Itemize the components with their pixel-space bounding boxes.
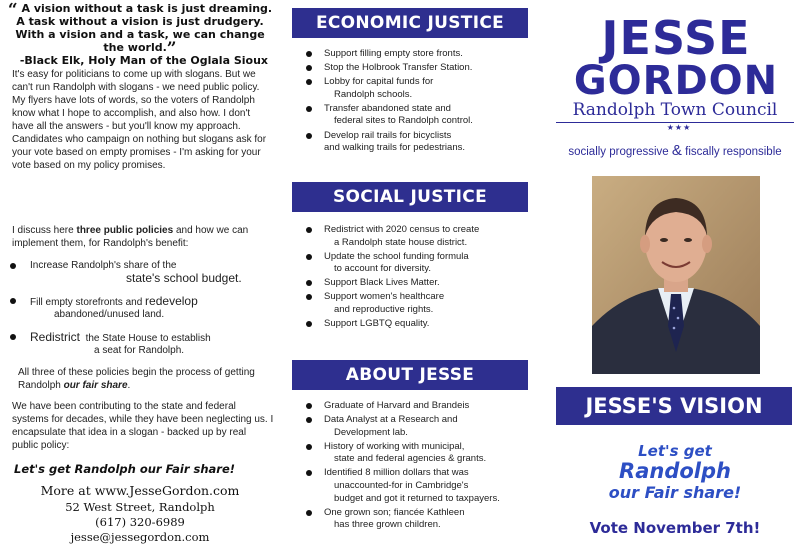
list-item: Identified 8 million dollars that was unaccounted-for in Cambridge's budget and got it returned to taxpayers.	[304, 467, 532, 505]
list-item: Support LGBTQ equality.	[304, 318, 532, 331]
address-text: 52 West Street, Randolph	[65, 500, 215, 514]
list-item: Update the school funding formula to account for diversity.	[304, 251, 532, 276]
bullet-icon	[306, 133, 312, 139]
bullet-icon	[10, 298, 16, 304]
economic-justice-list	[304, 48, 532, 156]
bullet-icon	[306, 106, 312, 112]
bullet-icon	[306, 254, 312, 260]
email-link[interactable]: jesse@jessegordon.com	[70, 530, 210, 544]
contributing-paragraph: We have been contributing to the state and federal systems for decades, while they have been neglecting us. I encapsulate that idea in a slogan - backed up by real public policy:	[12, 401, 274, 451]
three-policies-emphasis: three public policies	[76, 225, 174, 236]
intro-paragraph: It's easy for politicians to come up with slogans. But we can't run Randolph with slogans - we need public policy. My flyers have lots of words, so the voters of Randolph know what I hope to accomplish, and also how. I don't have all the answers - but you'll know my approach. Candidates who campaign on nothing but slogans ask for your vote based on empty promises - I'm asking for your vote based on my policy promises.	[12, 69, 267, 171]
policy-list	[8, 260, 274, 363]
list-item: One grown son; fiancée Kathleen has three grown children.	[304, 507, 532, 532]
candidate-last-name: GORDON	[573, 58, 779, 104]
bullet-icon	[306, 403, 312, 409]
stars-icon: ★★★	[666, 123, 692, 132]
quote-attribution: -Black Elk, Holy Man of the Oglala Sioux	[19, 54, 268, 67]
quote-line-2: A task without a vision is just drudgery.	[16, 15, 264, 28]
left-panel	[0, 0, 276, 560]
close-quote-mark: ”	[166, 39, 177, 59]
bullet-icon	[306, 294, 312, 300]
bullet-icon	[306, 321, 312, 327]
candidate-photo	[592, 176, 760, 374]
candidate-first-name: JESSE	[601, 11, 751, 65]
open-quote-mark: “	[7, 0, 18, 20]
tagline: socially progressive & fiscally responsible	[568, 142, 782, 159]
bullet-icon	[306, 280, 312, 286]
economic-justice-header: ECONOMIC JUSTICE	[292, 8, 528, 38]
black-elk-quote	[4, 2, 276, 67]
bullet-icon	[306, 51, 312, 57]
list-item: Stop the Holbrook Transfer Station.	[304, 62, 532, 75]
policy-item: Redistrict the State House to establish a seat for Randolph.	[8, 331, 274, 357]
bullet-icon	[10, 334, 16, 340]
quote-line-1: A vision without a task is just dreaming.	[21, 2, 273, 15]
middle-panel	[276, 0, 534, 560]
list-item: Transfer abandoned state and federal sites to Randolph control.	[304, 103, 532, 128]
bullet-icon	[306, 227, 312, 233]
list-item: History of working with municipal, state and federal agencies & grants.	[304, 441, 532, 466]
bullet-icon	[306, 65, 312, 71]
list-item: Redistrict with 2020 census to create a Randolph state house district.	[304, 224, 532, 249]
about-jesse-header: ABOUT JESSE	[292, 360, 528, 390]
list-item: Graduate of Harvard and Brandeis	[304, 400, 532, 413]
list-item: Data Analyst at a Research and Development lab.	[304, 414, 532, 439]
right-panel	[534, 0, 808, 560]
vision-slogan-line-3: our Fair share!	[608, 483, 742, 502]
vision-slogan-line-1: Let's get	[638, 442, 712, 460]
policy-item: Increase Randolph's share of the state's school budget.	[8, 260, 274, 286]
website-link[interactable]: More at www.JesseGordon.com	[40, 483, 240, 498]
policy-item: Fill empty storefronts and redevelop abandoned/unused land.	[8, 295, 274, 321]
vision-slogan-line-2: Randolph	[619, 459, 731, 483]
bullet-icon	[306, 444, 312, 450]
bullet-icon	[306, 417, 312, 423]
list-item: Support women's healthcare and reproductive rights.	[304, 291, 532, 316]
portrait-illustration	[592, 176, 760, 374]
list-item: Support Black Lives Matter.	[304, 277, 532, 290]
vote-date: Vote November 7th!	[589, 519, 761, 537]
list-item: Lobby for capital funds for Randolph schools.	[304, 76, 532, 101]
phone-text: (617) 320-6989	[95, 515, 185, 529]
social-justice-list	[304, 224, 532, 332]
bullet-icon	[306, 79, 312, 85]
vision-header: JESSE'S VISION	[556, 387, 792, 425]
about-jesse-list	[304, 400, 532, 533]
list-item: Support filling empty store fronts.	[304, 48, 532, 61]
bullet-icon	[306, 470, 312, 476]
slogan-text: Let's get Randolph our Fair share!	[14, 462, 236, 476]
social-justice-header: SOCIAL JUSTICE	[292, 182, 528, 212]
office-title: Randolph Town Council	[556, 100, 794, 123]
quote-line-3: With a vision and a task, we can change the world.	[15, 28, 265, 54]
fair-share-summary: All three of these policies begin the process of getting Randolph our fair share.	[18, 367, 255, 391]
list-item: Develop rail trails for bicyclists and walking trails for pedestrians.	[304, 130, 532, 155]
policies-intro: I discuss here three public policies and how we can implement them, for Randolph's benefit:	[12, 225, 249, 249]
bullet-icon	[10, 263, 16, 269]
bullet-icon	[306, 510, 312, 516]
